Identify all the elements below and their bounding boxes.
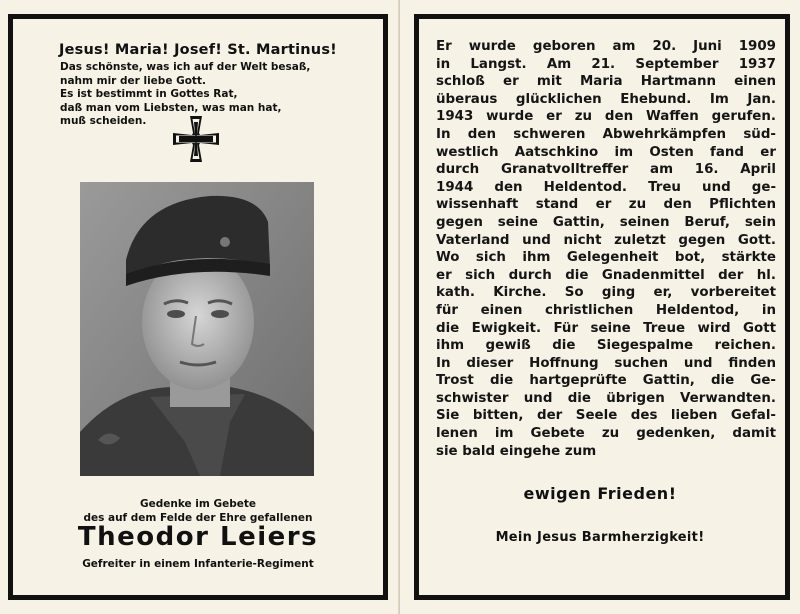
bio-line: die Ewigkeit. Für seine Treue wird Gott xyxy=(436,320,776,336)
bio-line: Vaterland und nicht zuletzt gegen Gott. xyxy=(436,232,776,248)
military-rank: Gefreiter in einem Infanterie-Regiment xyxy=(82,558,314,570)
bio-line: er sich durch die Gnadenmittel der hl. xyxy=(436,267,776,283)
bio-line: durch Granatvolltreffer am 16. April xyxy=(436,162,776,178)
remembrance-text xyxy=(28,497,368,525)
bio-line: ihm gewiß die Siegespalme reichen. xyxy=(436,338,776,354)
invocation: Jesus! Maria! Josef! St. Martinus! xyxy=(59,42,337,58)
bio-line: wissenhaft stand er zu den Pflichten xyxy=(436,197,776,213)
bio-line: in Langst. Am 21. September 1937 xyxy=(436,56,776,72)
verse-line: nahm mir der liebe Gott. xyxy=(60,74,206,87)
bio-line: In den schweren Abwehrkämpfen süd- xyxy=(436,126,776,142)
bio-line: Sie bitten, der Seele des lieben Gefal- xyxy=(436,408,776,424)
bio-line: 1943 wurde er zu den Waffen gerufen. xyxy=(436,109,776,125)
remembrance-line: Gedenke im Gebete xyxy=(139,498,257,510)
bio-line: kath. Kirche. So ging er, vorbereitet xyxy=(436,285,776,301)
verse-line: daß man vom Liebsten, was man hat, xyxy=(60,101,282,114)
bio-line: Trost die hartgeprüfte Gattin, die Ge- xyxy=(436,373,776,389)
bio-line: überaus glücklichen Ehebund. Im Jan. xyxy=(436,91,776,107)
iron-cross-icon xyxy=(171,114,221,164)
bio-line: Er wurde geboren am 20. Juni 1909 xyxy=(436,39,776,54)
verse-line: muß scheiden. xyxy=(60,115,147,128)
bio-line: 1944 den Heldentod. Treu und ge- xyxy=(436,179,776,195)
bio-line: Wo sich ihm Gelegenheit bot, stärkte xyxy=(436,250,776,266)
deceased-name: Theodor Leiers xyxy=(77,522,319,552)
bio-line: lenen im Gebete zu gedenken, damit xyxy=(436,426,776,442)
bio-line: für einen christlichen Heldentod, in xyxy=(436,302,776,318)
bio-line: schloß er mit Maria Hartmann einen xyxy=(436,74,776,90)
verse-line: Es ist bestimmt in Gottes Rat, xyxy=(60,88,238,101)
biography-text xyxy=(436,38,776,460)
portrait-photo xyxy=(80,182,314,476)
verse-line: Das schönste, was ich auf der Welt besaß, xyxy=(60,61,311,73)
right-page xyxy=(400,0,800,614)
bio-line: sie bald eingehe zum xyxy=(436,443,597,459)
bio-line: In dieser Hoffnung suchen und finden xyxy=(436,355,776,371)
bio-line: gegen seine Gattin, seinen Beruf, sein xyxy=(436,214,776,230)
bio-line: schwister und die übrigen Verwandten. xyxy=(436,390,776,406)
bio-line: westlich Aatschkino im Osten fand er xyxy=(436,144,776,160)
remembrance-line: des auf dem Felde der Ehre gefallenen xyxy=(83,512,313,524)
eternal-peace-text: ewigen Frieden! xyxy=(523,484,677,503)
closing-prayer: Mein Jesus Barmherzigkeit! xyxy=(495,530,705,545)
